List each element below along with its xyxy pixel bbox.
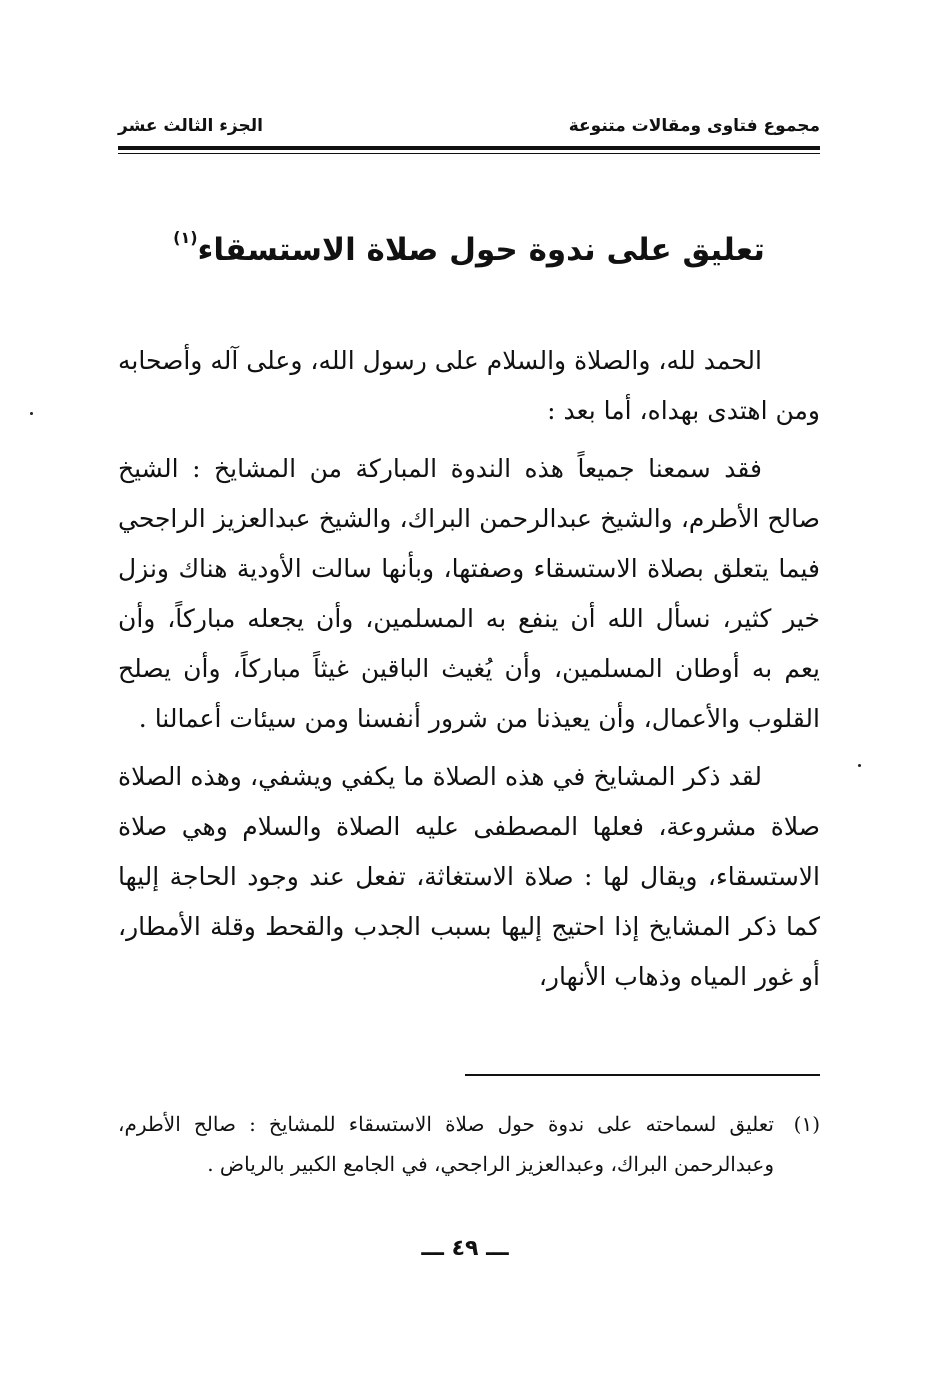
scan-speck	[30, 412, 33, 415]
article-title	[118, 228, 820, 268]
footnote-reference: (١)	[173, 228, 198, 247]
body-text	[118, 336, 820, 1010]
footnote-separator	[465, 1074, 820, 1076]
book-title: مجموع فتاوى ومقالات متنوعة	[568, 116, 820, 136]
paragraph-opening: الحمد لله، والصلاة والسلام على رسول الله، وعلى آله وأصحابه ومن اهتدى بهداه، أما بعد :	[118, 346, 820, 425]
article-title-text: تعليق على ندوة حول صلاة الاستسقاء	[197, 232, 765, 268]
paragraph-seminar: فقد سمعنا جميعاً هذه الندوة المباركة من المشايخ : الشيخ صالح الأطرم، والشيخ عبدالرحمن البراك، والشيخ عبدالعزيز الراجحي فيما يتعلق بصلاة الاستسقاء وصفتها، وبأنها سالت الأودية هناك ونزل خير كثير، نسأل الله أن ينفع به المسلمين، وأن يجعله مباركاً، وأن يعم به أوطان المسلمين، وأن يُغيث الباقين غيثاً مباركاً، وأن يصلح القلوب والأعمال، وأن يعيذنا من شرور أنفسنا ومن سيئات أعمالنا .	[118, 454, 820, 733]
volume-label: الجزء الثالث عشر	[118, 116, 263, 136]
footnote	[118, 1104, 820, 1184]
footnote-text: تعليق لسماحته على ندوة حول صلاة الاستسقاء للمشايخ : صالح الأطرم، وعبدالرحمن البراك، وعبدالعزيز الراجحي، في الجامع الكبير بالرياض .	[118, 1112, 774, 1176]
footnote-mark: (١)	[793, 1112, 820, 1136]
header-rule-thin	[118, 153, 820, 154]
scan-speck	[858, 764, 861, 767]
running-header	[118, 112, 820, 146]
header-rule-thick	[118, 146, 820, 150]
page-number: ـــ ٤٩ ـــ	[421, 1236, 509, 1261]
paragraph-prayer: لقد ذكر المشايخ في هذه الصلاة ما يكفي ويشفي، وهذه الصلاة صلاة مشروعة، فعلها المصطفى عليه الصلاة والسلام وهي صلاة الاستسقاء، ويقال لها : صلاة الاستغاثة، تفعل عند وجود الحاجة إليها كما ذكر المشايخ إذا احتيج إليها بسبب الجدب والقحط وقلة الأمطار، أو غور المياه وذهاب الأنهار،	[118, 762, 820, 991]
